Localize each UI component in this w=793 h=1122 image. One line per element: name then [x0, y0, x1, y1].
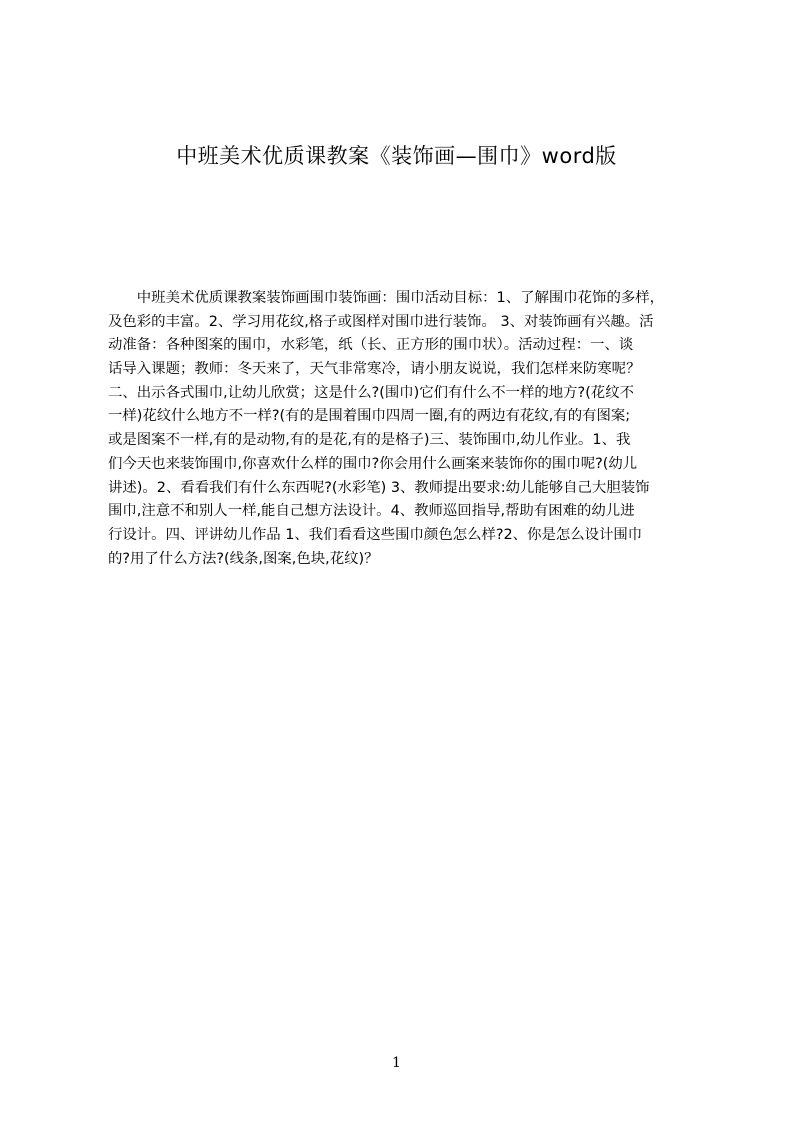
body-line: 一样)花纹什么地方不一样?(有的是围着围巾四周一圈,有的两边有花纹,有的有图案;: [108, 408, 631, 425]
body-line: 的?用了什么方法?(线条,图案,色块,花纹)？: [108, 550, 379, 567]
body-line: 动准备：各种图案的围巾，水彩笔，纸（长、正方形的围巾状）。活动过程：一、谈: [108, 337, 634, 354]
page-number: 1: [392, 1055, 401, 1071]
body-line: 或是图案不一样,有的是动物,有的是花,有的是格子)三、装饰围巾,幼儿作业。1、我: [108, 432, 631, 449]
body-line: 围巾,注意不和别人一样,能自己想方法设计。4、教师巡回指导,帮助有困难的幼儿进: [108, 503, 635, 520]
body-line: 讲述)。2、看看我们有什么东西呢?(水彩笔) 3、教师提出要求:幼儿能够自己大胆装饰: [108, 479, 650, 496]
document-body: [108, 287, 698, 571]
body-line: 二、出示各式围巾,让幼儿欣赏；这是什么?(围巾)它们有什么不一样的地方?(花纹不: [108, 384, 634, 401]
document-title: 中班美术优质课教案《装饰画—围巾》word版: [176, 144, 617, 168]
body-line: 们今天也来装饰围巾,你喜欢什么样的围巾?你会用什么画案来装饰你的围巾呢?(幼儿: [108, 455, 638, 472]
body-line: 及色彩的丰富。2、学习用花纹,格子或图样对围巾进行装饰。 3、对装饰画有兴趣。活: [108, 313, 654, 330]
body-line: 行设计。四、评讲幼儿作品 1、我们看看这些围巾颜色怎么样?2、你是怎么设计围巾: [108, 526, 643, 543]
body-line: 话导入课题；教师：冬天来了，天气非常寒冷，请小朋友说说，我们怎样来防寒呢？: [108, 361, 641, 378]
body-line: 中班美术优质课教案装饰画围巾装饰画：围巾活动目标：1、了解围巾花饰的多样，: [108, 290, 665, 306]
